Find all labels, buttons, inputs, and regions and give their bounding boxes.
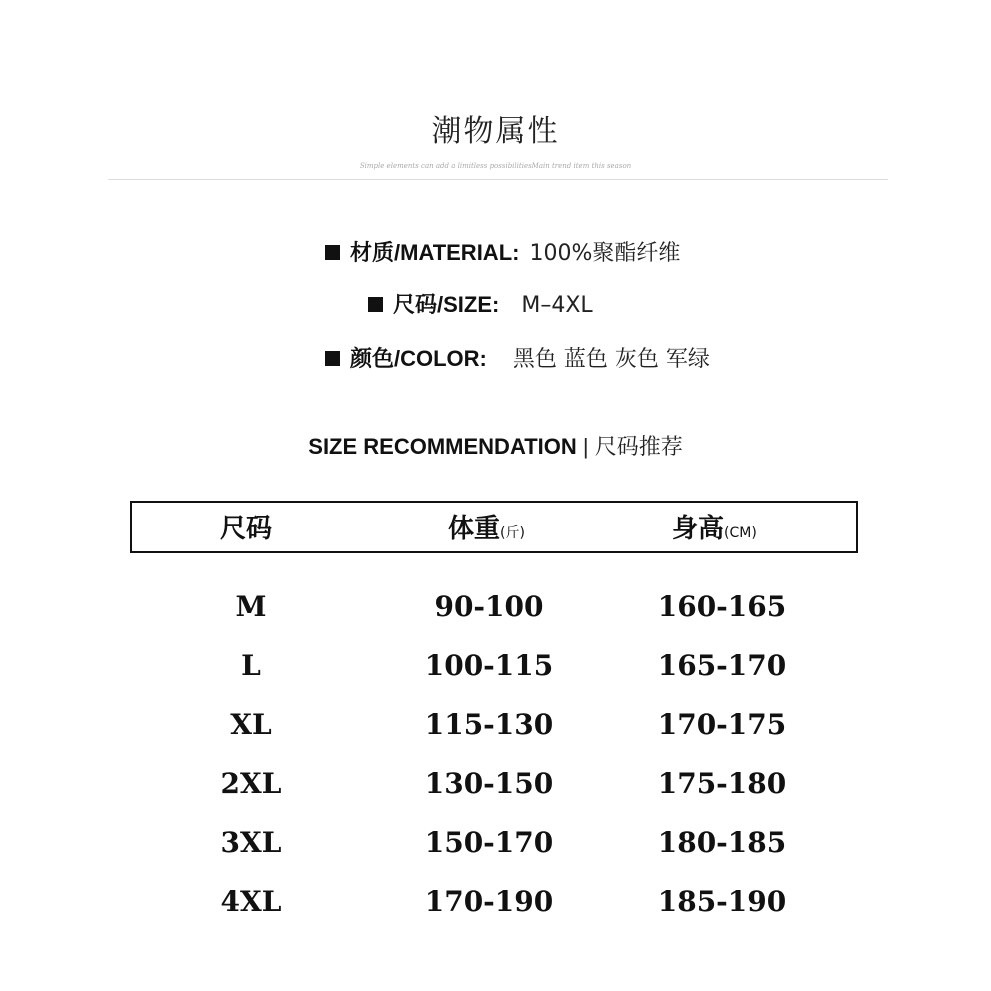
cell-weight: 170-190 (424, 885, 554, 918)
attribute-size (368, 288, 593, 319)
cell-weight: 100-115 (424, 649, 554, 682)
cell-height: 165-170 (657, 649, 787, 682)
bullet-square-icon (325, 245, 340, 260)
cell-height: 180-185 (657, 826, 787, 859)
cell-height: 175-180 (657, 767, 787, 800)
attribute-color (325, 342, 710, 373)
divider (108, 179, 888, 180)
header-label: 尺码 (220, 514, 273, 544)
attribute-label: 尺码/SIZE: (393, 292, 500, 317)
cell-weight: 115-130 (424, 708, 554, 741)
cell-height: 185-190 (657, 885, 787, 918)
cell-weight: 150-170 (424, 826, 554, 859)
size-recommendation-heading (0, 430, 991, 461)
header-unit: (斤) (500, 525, 525, 541)
header-unit: (CM) (724, 525, 757, 541)
bullet-square-icon (368, 297, 383, 312)
header-label: 身高 (672, 514, 725, 544)
attribute-label: 颜色/COLOR: (350, 346, 487, 371)
cell-size: M (235, 590, 267, 623)
page-title: 潮物属性 (431, 114, 560, 149)
header-weight (448, 508, 525, 545)
attribute-material (325, 236, 680, 267)
cell-size: 3XL (220, 826, 282, 859)
cell-height: 160-165 (657, 590, 787, 623)
recommendation-en: SIZE RECOMMENDATION (308, 434, 577, 459)
cell-weight: 130-150 (424, 767, 554, 800)
attribute-label: 材质/MATERIAL: (350, 240, 520, 265)
cell-size: 2XL (220, 767, 282, 800)
header-label: 体重 (448, 514, 501, 544)
bullet-square-icon (325, 351, 340, 366)
recommendation-zh: 尺码推荐 (594, 434, 683, 459)
cell-weight: 90-100 (434, 590, 544, 623)
attribute-value: M–4XL (521, 293, 593, 318)
cell-height: 170-175 (657, 708, 787, 741)
recommendation-separator: | (576, 434, 595, 459)
attribute-value: 100%聚酯纤维 (529, 241, 681, 266)
cell-size: L (241, 649, 261, 682)
header-size (220, 508, 272, 545)
cell-size: 4XL (220, 885, 282, 918)
page-subtitle: Simple elements can add a limitless possibilitiesMain trend item this season (359, 162, 632, 170)
cell-size: XL (230, 708, 272, 741)
attribute-value: 黑色 蓝色 灰色 军绿 (512, 347, 710, 372)
header-height (672, 508, 757, 545)
